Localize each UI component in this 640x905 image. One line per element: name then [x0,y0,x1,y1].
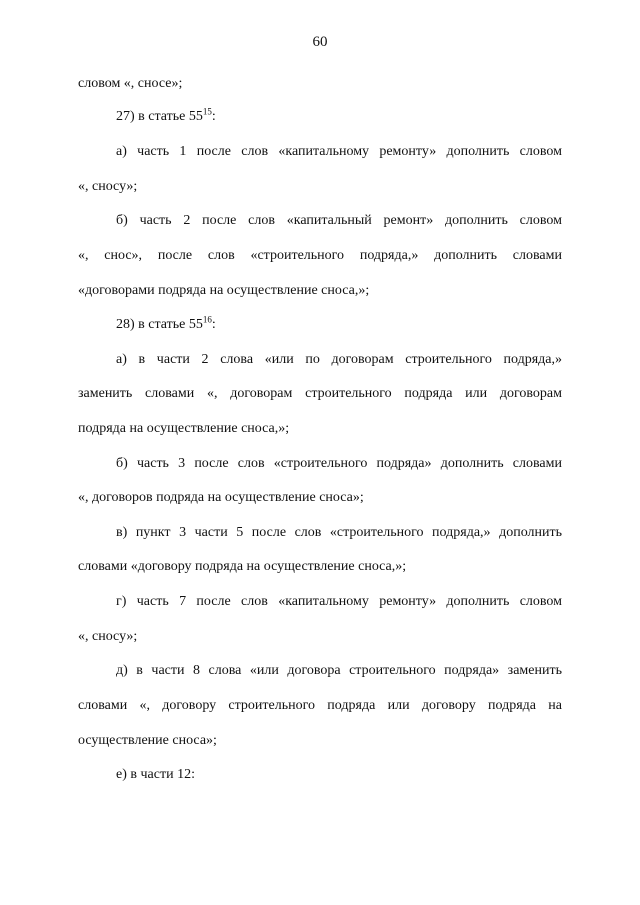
text-line-2 [116,107,562,127]
text-line-20: осуществление сноса»; [78,733,217,748]
text-line-6: «, снос», после слов «строительного подряда,» дополнить словами [78,248,562,263]
item-28-colon: : [211,317,216,332]
page-number: 60 [312,34,328,50]
text-line-14: в) пункт 3 части 5 после слов «строительного подряда,» дополнить [116,525,562,540]
text-line-17: «, сносу»; [78,629,138,644]
text-line-7: «договорами подряда на осуществление сноса,»; [78,283,370,298]
text-line-10: заменить словами «, договорам строительного подряда или договорам [78,386,562,401]
item-27-superscript: 15 [202,106,212,117]
text-line-8 [116,315,562,335]
item-27-colon: : [211,109,216,124]
text-line-9: а) в части 2 слова «или по договорам строительного подряда,» [116,352,562,367]
text-line-21: е) в части 12: [116,767,195,782]
text-line-1: словом «, сносе»; [78,76,183,91]
text-line-18: д) в части 8 слова «или договора строительного подряда» заменить [116,663,562,678]
item-27-label: 27) в статье 55 [116,109,203,124]
item-28-superscript: 16 [202,314,212,325]
text-line-3: а) часть 1 после слов «капитальному ремонту» дополнить словом [116,144,562,159]
text-line-13: «, договоров подряда на осуществление сноса»; [78,490,364,505]
text-line-19: словами «, договору строительного подряда или договору подряда на [78,698,562,713]
text-line-11: подряда на осуществление сноса,»; [78,421,290,436]
text-line-4: «, сносу»; [78,179,138,194]
item-28-label: 28) в статье 55 [116,317,203,332]
text-line-15: словами «договору подряда на осуществление сноса,»; [78,559,407,574]
text-line-5: б) часть 2 после слов «капитальный ремонт» дополнить словом [116,213,562,228]
text-line-12: б) часть 3 после слов «строительного подряда» дополнить словами [116,456,562,471]
text-line-16: г) часть 7 после слов «капитальному ремонту» дополнить словом [116,594,562,609]
